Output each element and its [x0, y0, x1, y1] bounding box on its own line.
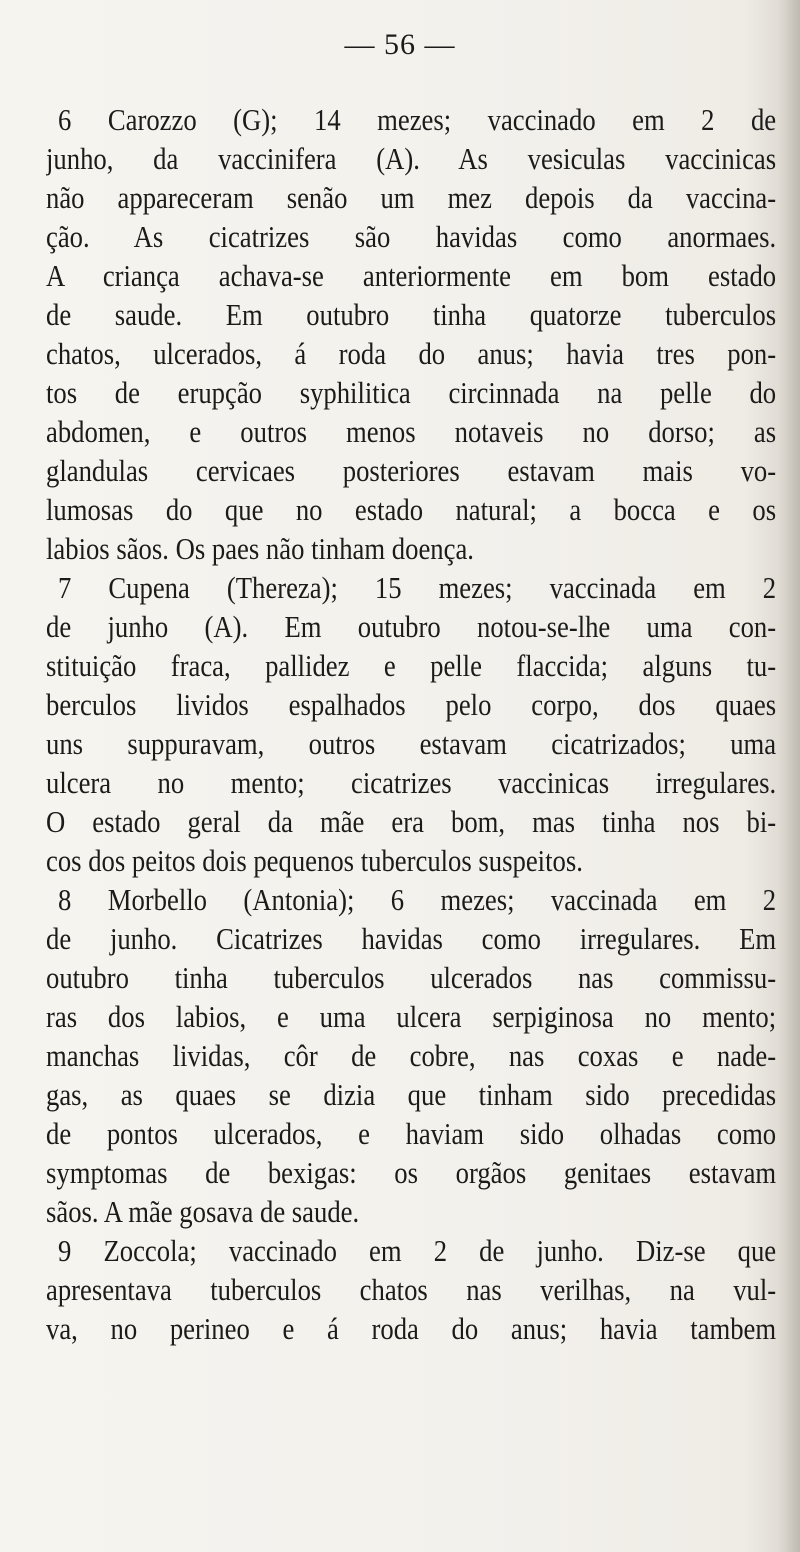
text-line: glandulas cervicaes posteriores estavam mais vo- — [46, 453, 777, 488]
text-line: va, no perineo e á roda do anus; havia tambem — [46, 1311, 777, 1346]
text-line: chatos, ulcerados, á roda do anus; havia tres pon- — [46, 336, 777, 371]
text-line: ção. As cicatrizes são havidas como anormaes. — [46, 219, 777, 254]
text-line: ulcera no mento; cicatrizes vaccinicas irregulares. — [46, 765, 777, 800]
text-line: apresentava tuberculos chatos nas verilhas, na vul- — [46, 1272, 777, 1307]
page-number: — 56 — — [344, 28, 456, 61]
text-line: de pontos ulcerados, e haviam sido olhadas como — [46, 1116, 777, 1151]
text-line: de junho (A). Em outubro notou-se-lhe uma con- — [46, 609, 777, 644]
text-line: manchas lividas, côr de cobre, nas coxas e nade- — [46, 1038, 777, 1073]
text-line: uns suppuravam, outros estavam cicatrizados; uma — [46, 726, 777, 761]
text-line: O estado geral da mãe era bom, mas tinha nos bi- — [46, 804, 777, 839]
text-line: outubro tinha tuberculos ulcerados nas commissu- — [46, 960, 777, 995]
text-line: de junho. Cicatrizes havidas como irregulares. Em — [46, 921, 777, 956]
text-line: 9 Zoccola; vaccinado em 2 de junho. Diz-se que — [58, 1233, 777, 1268]
text-line: gas, as quaes se dizia que tinham sido precedidas — [46, 1077, 777, 1112]
text-line: junho, da vaccinifera (A). As vesiculas vaccinicas — [46, 141, 777, 176]
text-line: ras dos labios, e uma ulcera serpiginosa no mento; — [46, 999, 777, 1034]
body-text — [46, 100, 776, 1348]
text-line: stituição fraca, pallidez e pelle flaccida; alguns tu- — [46, 648, 777, 683]
text-line: sãos. A mãe gosava de saude. — [46, 1194, 360, 1229]
text-line: 8 Morbello (Antonia); 6 mezes; vaccinada em 2 — [58, 882, 777, 917]
text-line: cos dos peitos dois pequenos tuberculos suspeitos. — [46, 843, 583, 878]
text-line: de saude. Em outubro tinha quatorze tuberculos — [46, 297, 777, 332]
text-line: symptomas de bexigas: os orgãos genitaes estavam — [46, 1155, 777, 1190]
text-line: 6 Carozzo (G); 14 mezes; vaccinado em 2 de — [58, 102, 777, 137]
text-line: não appareceram senão um mez depois da vaccina- — [46, 180, 777, 215]
text-line: labios sãos. Os paes não tinham doença. — [46, 531, 474, 566]
text-line: tos de erupção syphilitica circinnada na pelle do — [46, 375, 777, 410]
text-line: abdomen, e outros menos notaveis no dorso; as — [46, 414, 777, 449]
text-line: berculos lividos espalhados pelo corpo, dos quaes — [46, 687, 777, 722]
page-edge-shadow — [778, 0, 800, 1552]
text-line: lumosas do que no estado natural; a bocca e os — [46, 492, 777, 527]
text-line: 7 Cupena (Thereza); 15 mezes; vaccinada em 2 — [58, 570, 777, 605]
text-line: A criança achava-se anteriormente em bom estado — [46, 258, 777, 293]
